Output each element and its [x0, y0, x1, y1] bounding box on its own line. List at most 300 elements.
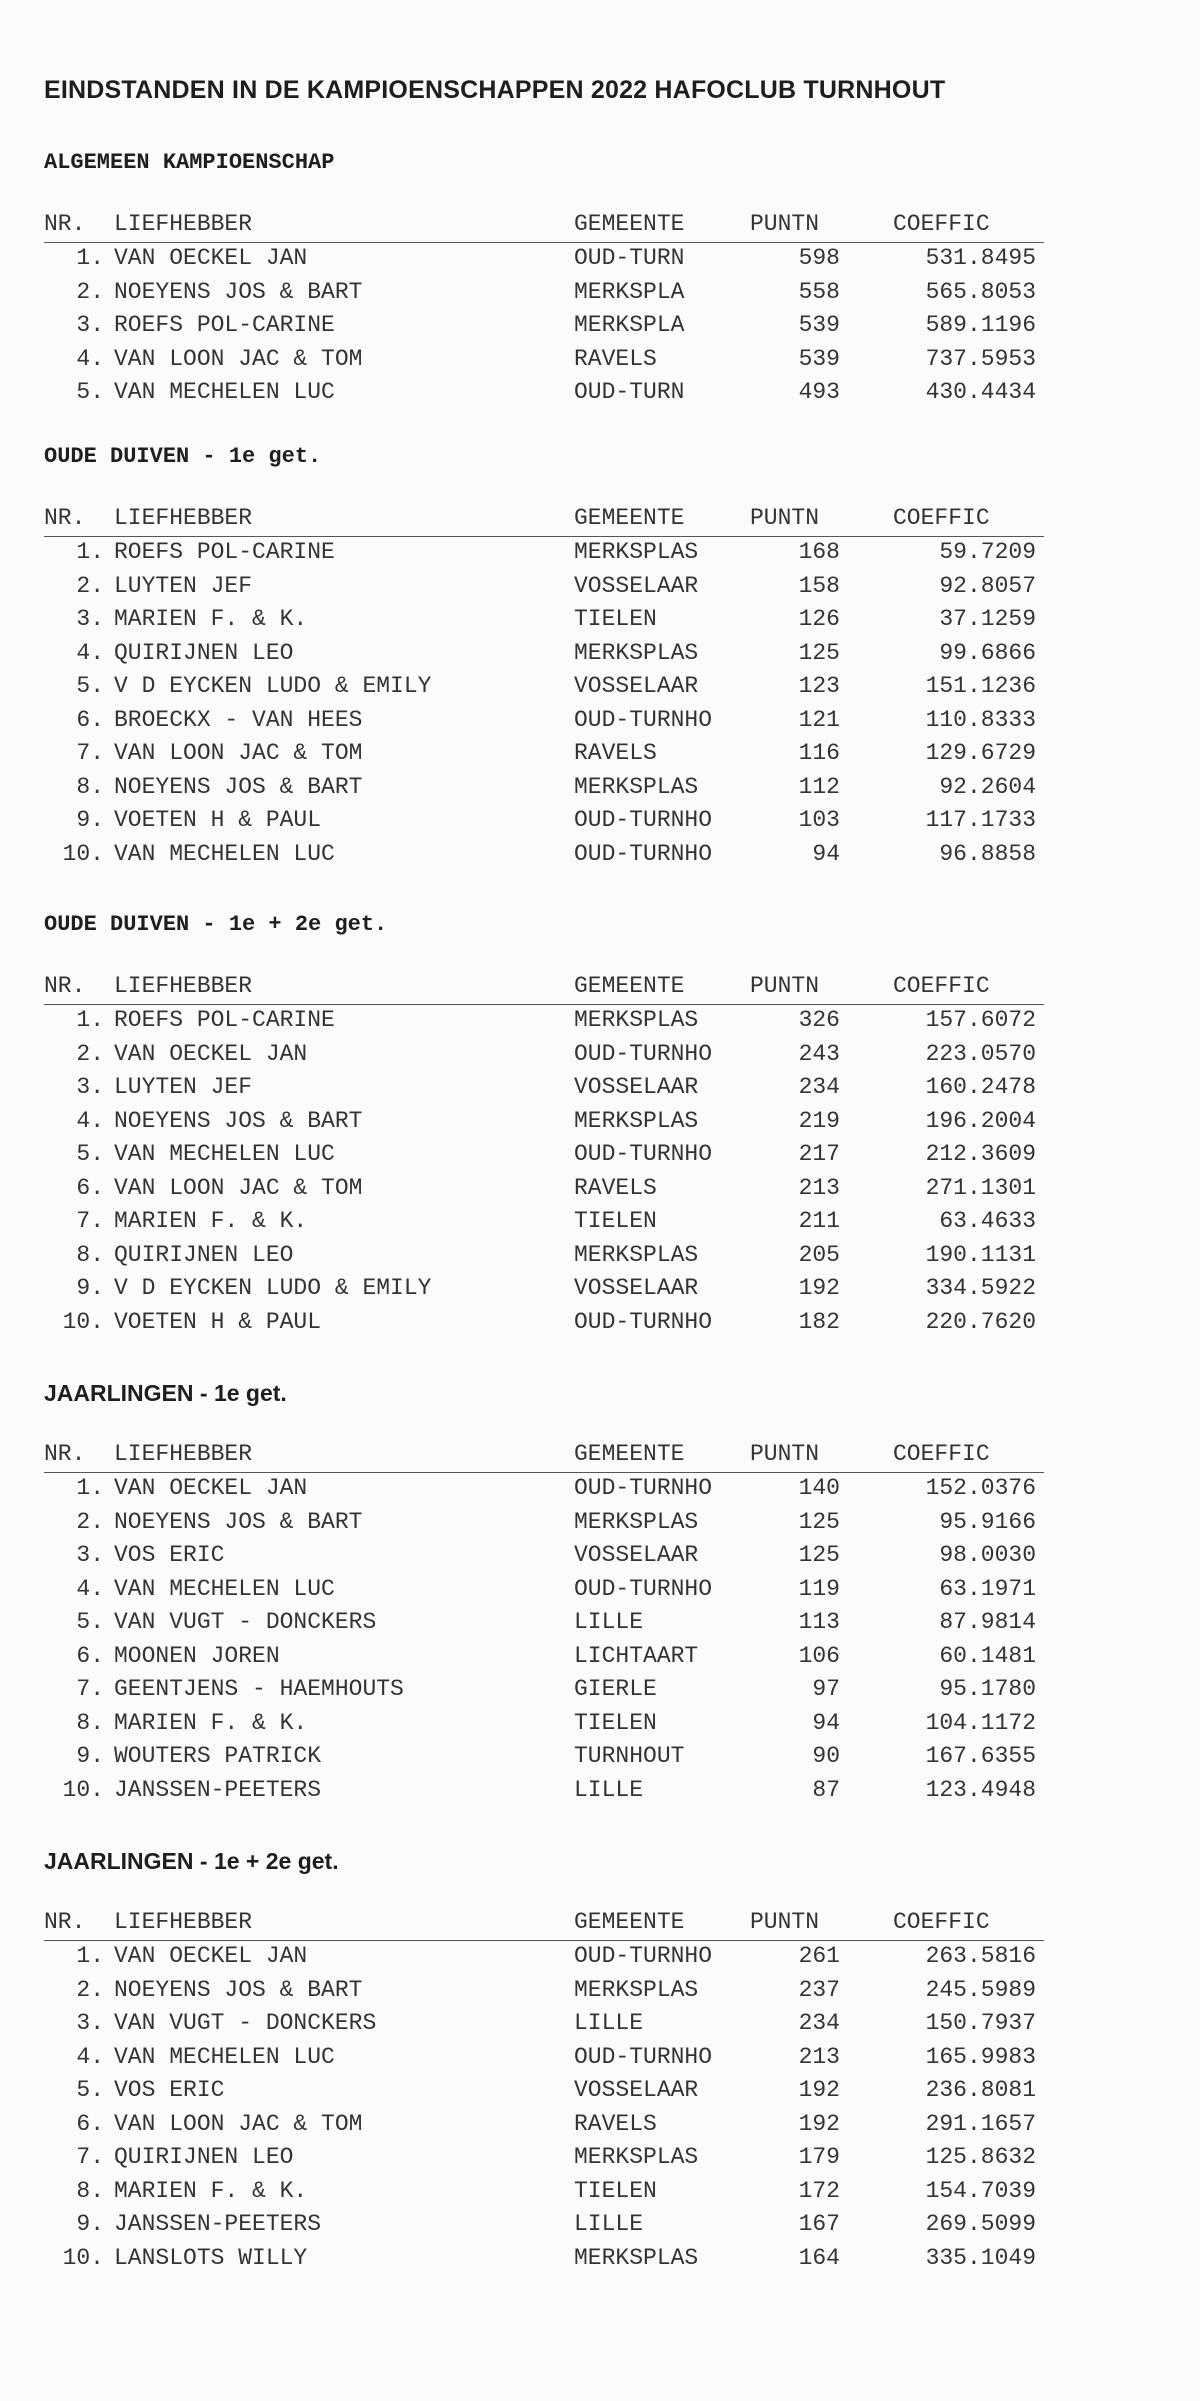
cell-coeff: 152.0376 — [925, 1475, 1036, 1501]
table-row — [0, 1474, 1200, 1507]
cell-punten: 121 — [798, 706, 840, 733]
cell-punten: 192 — [798, 2077, 840, 2103]
cell-nr: 4. — [76, 1107, 104, 1134]
cell-nr: 1. — [76, 539, 104, 565]
cell-coeff: 96.8858 — [939, 840, 1036, 867]
column-header-nr: NR. — [44, 211, 86, 237]
cell-gemeente: OUD-TURNHO — [574, 706, 713, 733]
header-underline — [44, 1472, 1044, 1473]
cell-punten: 112 — [798, 773, 840, 800]
cell-punten: 558 — [798, 278, 840, 305]
cell-gemeente: GIERLE — [574, 1676, 657, 1702]
cell-nr: 7. — [76, 1208, 104, 1234]
column-header-nr: NR. — [44, 973, 86, 999]
table-row — [0, 2143, 1200, 2176]
table-row — [0, 1942, 1200, 1975]
cell-nr: 10. — [62, 2244, 104, 2271]
cell-nr: 1. — [76, 1943, 104, 1969]
header-underline — [44, 1940, 1044, 1941]
cell-punten: 116 — [798, 740, 840, 766]
table-row — [0, 378, 1200, 411]
cell-gemeente: VOSSELAAR — [574, 2077, 699, 2103]
cell-name: GEENTJENS - HAEMHOUTS — [114, 1676, 404, 1702]
table-row — [0, 672, 1200, 705]
cell-punten: 94 — [812, 1709, 840, 1736]
cell-nr: 5. — [76, 1141, 104, 1167]
cell-coeff: 129.6729 — [925, 740, 1036, 766]
cell-punten: 539 — [798, 345, 840, 372]
column-header-gemeente: GEMEENTE — [574, 211, 685, 237]
cell-gemeente: MERKSPLAS — [574, 539, 699, 565]
cell-coeff: 125.8632 — [925, 2144, 1036, 2170]
table-row — [0, 1976, 1200, 2009]
cell-nr: 5. — [76, 673, 104, 699]
document-title: EINDSTANDEN IN DE KAMPIOENSCHAPPEN 2022 HAFOCLUB TURNHOUT — [44, 76, 946, 104]
table-row — [0, 244, 1200, 277]
table-row — [0, 605, 1200, 638]
cell-coeff: 92.2604 — [939, 773, 1036, 800]
cell-nr: 3. — [76, 1074, 104, 1100]
cell-nr: 7. — [76, 2144, 104, 2170]
cell-coeff: 190.1131 — [925, 1241, 1036, 1268]
cell-nr: 5. — [76, 1609, 104, 1635]
table-row — [0, 2177, 1200, 2210]
table-header — [0, 972, 1200, 1005]
table-row — [0, 1241, 1200, 1274]
cell-punten: 125 — [798, 1508, 840, 1535]
cell-coeff: 271.1301 — [925, 1174, 1036, 1201]
cell-name: VOETEN H & PAUL — [114, 807, 322, 833]
table-row — [0, 345, 1200, 378]
cell-coeff: 60.1481 — [939, 1642, 1036, 1669]
cell-punten: 106 — [798, 1642, 840, 1669]
table-row — [0, 1040, 1200, 1073]
table-row — [0, 1541, 1200, 1574]
table-row — [0, 706, 1200, 739]
table-row — [0, 278, 1200, 311]
cell-name: V D EYCKEN LUDO & EMILY — [114, 1275, 432, 1301]
table-row — [0, 311, 1200, 344]
cell-punten: 234 — [798, 1074, 840, 1100]
cell-punten: 126 — [798, 606, 840, 632]
cell-nr: 5. — [76, 2077, 104, 2103]
cell-name: VOS ERIC — [114, 2077, 225, 2103]
cell-name: LUYTEN JEF — [114, 572, 253, 599]
cell-coeff: 117.1733 — [925, 807, 1036, 833]
cell-nr: 6. — [76, 1174, 104, 1201]
cell-nr: 2. — [76, 1508, 104, 1535]
cell-punten: 179 — [798, 2144, 840, 2170]
cell-punten: 192 — [798, 2110, 840, 2137]
cell-nr: 3. — [76, 1542, 104, 1568]
cell-punten: 125 — [798, 639, 840, 666]
cell-name: VAN VUGT - DONCKERS — [114, 2010, 377, 2036]
section-title: OUDE DUIVEN - 1e + 2e get. — [44, 912, 388, 937]
cell-punten: 261 — [798, 1943, 840, 1969]
cell-nr: 8. — [76, 2177, 104, 2204]
cell-gemeente: RAVELS — [574, 1174, 657, 1201]
cell-name: ROEFS POL-CARINE — [114, 1007, 335, 1033]
column-header-nr: NR. — [44, 505, 86, 531]
table-row — [0, 1608, 1200, 1641]
cell-name: VAN OECKEL JAN — [114, 1040, 308, 1067]
cell-gemeente: OUD-TURN — [574, 245, 685, 271]
cell-nr: 8. — [76, 1709, 104, 1736]
section-title: ALGEMEEN KAMPIOENSCHAP — [44, 150, 335, 175]
cell-coeff: 335.1049 — [925, 2244, 1036, 2271]
column-header-punten: PUNTN — [750, 505, 820, 531]
table-header — [0, 1440, 1200, 1473]
cell-name: MARIEN F. & K. — [114, 2177, 308, 2204]
cell-punten: 168 — [798, 539, 840, 565]
cell-name: VAN LOON JAC & TOM — [114, 2110, 363, 2137]
cell-punten: 90 — [812, 1743, 840, 1769]
cell-coeff: 212.3609 — [925, 1141, 1036, 1167]
cell-punten: 192 — [798, 1275, 840, 1301]
cell-coeff: 104.1172 — [925, 1709, 1036, 1736]
column-header-punten: PUNTN — [750, 1909, 820, 1935]
table-row — [0, 1575, 1200, 1608]
table-row — [0, 1274, 1200, 1307]
table-row — [0, 806, 1200, 839]
cell-nr: 4. — [76, 639, 104, 666]
cell-gemeente: MERKSPLAS — [574, 639, 699, 666]
table-row — [0, 1308, 1200, 1341]
cell-gemeente: LILLE — [574, 2211, 644, 2237]
cell-gemeente: OUD-TURN — [574, 379, 685, 405]
cell-coeff: 430.4434 — [925, 379, 1036, 405]
cell-gemeente: OUD-TURNHO — [574, 840, 713, 867]
table-header — [0, 504, 1200, 537]
cell-coeff: 334.5922 — [925, 1275, 1036, 1301]
cell-punten: 87 — [812, 1776, 840, 1803]
cell-coeff: 87.9814 — [939, 1609, 1036, 1635]
cell-punten: 97 — [812, 1676, 840, 1702]
cell-name: VAN VUGT - DONCKERS — [114, 1609, 377, 1635]
cell-nr: 2. — [76, 278, 104, 305]
cell-coeff: 63.1971 — [939, 1575, 1036, 1602]
table-header — [0, 1908, 1200, 1941]
cell-punten: 493 — [798, 379, 840, 405]
cell-gemeente: RAVELS — [574, 740, 657, 766]
cell-coeff: 157.6072 — [925, 1007, 1036, 1033]
cell-nr: 10. — [62, 840, 104, 867]
cell-nr: 9. — [76, 1743, 104, 1769]
cell-coeff: 531.8495 — [925, 245, 1036, 271]
cell-nr: 6. — [76, 1642, 104, 1669]
column-header-gemeente: GEMEENTE — [574, 973, 685, 999]
cell-nr: 1. — [76, 245, 104, 271]
cell-nr: 9. — [76, 1275, 104, 1301]
cell-nr: 3. — [76, 312, 104, 338]
header-underline — [44, 1004, 1044, 1005]
cell-coeff: 123.4948 — [925, 1776, 1036, 1803]
column-header-name: LIEFHEBBER — [114, 211, 253, 237]
cell-gemeente: OUD-TURNHO — [574, 1575, 713, 1602]
cell-nr: 4. — [76, 2043, 104, 2070]
cell-coeff: 99.6866 — [939, 639, 1036, 666]
cell-name: LANSLOTS WILLY — [114, 2244, 308, 2271]
cell-coeff: 151.1236 — [925, 673, 1036, 699]
cell-nr: 9. — [76, 2211, 104, 2237]
cell-name: VOS ERIC — [114, 1542, 225, 1568]
column-header-coeff: COEFFIC — [893, 505, 990, 531]
cell-gemeente: OUD-TURNHO — [574, 1141, 713, 1167]
cell-punten: 164 — [798, 2244, 840, 2271]
table-row — [0, 639, 1200, 672]
cell-gemeente: LILLE — [574, 2010, 644, 2036]
cell-name: VOETEN H & PAUL — [114, 1308, 322, 1335]
cell-gemeente: VOSSELAAR — [574, 1074, 699, 1100]
column-header-coeff: COEFFIC — [893, 1441, 990, 1467]
table-row — [0, 2009, 1200, 2042]
cell-punten: 125 — [798, 1542, 840, 1568]
column-header-name: LIEFHEBBER — [114, 1909, 253, 1935]
cell-punten: 119 — [798, 1575, 840, 1602]
cell-name: QUIRIJNEN LEO — [114, 2144, 294, 2170]
cell-gemeente: RAVELS — [574, 2110, 657, 2137]
cell-coeff: 165.9983 — [925, 2043, 1036, 2070]
cell-nr: 7. — [76, 740, 104, 766]
cell-name: ROEFS POL-CARINE — [114, 312, 335, 338]
cell-nr: 9. — [76, 807, 104, 833]
cell-coeff: 223.0570 — [925, 1040, 1036, 1067]
column-header-name: LIEFHEBBER — [114, 1441, 253, 1467]
cell-coeff: 150.7937 — [925, 2010, 1036, 2036]
cell-gemeente: OUD-TURNHO — [574, 1943, 713, 1969]
cell-gemeente: RAVELS — [574, 345, 657, 372]
cell-name: MARIEN F. & K. — [114, 1208, 308, 1234]
cell-name: VAN MECHELEN LUC — [114, 1141, 335, 1167]
cell-nr: 2. — [76, 1976, 104, 2003]
cell-nr: 3. — [76, 606, 104, 632]
cell-name: VAN LOON JAC & TOM — [114, 1174, 363, 1201]
cell-coeff: 196.2004 — [925, 1107, 1036, 1134]
cell-gemeente: MERKSPLAS — [574, 1976, 699, 2003]
cell-coeff: 160.2478 — [925, 1074, 1036, 1100]
cell-name: NOEYENS JOS & BART — [114, 1508, 363, 1535]
cell-name: VAN OECKEL JAN — [114, 1475, 308, 1501]
cell-gemeente: OUD-TURNHO — [574, 1475, 713, 1501]
header-underline — [44, 536, 1044, 537]
table-row — [0, 2043, 1200, 2076]
cell-coeff: 220.7620 — [925, 1308, 1036, 1335]
cell-coeff: 565.8053 — [925, 278, 1036, 305]
table-row — [0, 1107, 1200, 1140]
table-row — [0, 840, 1200, 873]
cell-punten: 140 — [798, 1475, 840, 1501]
cell-gemeente: MERKSPLAS — [574, 1107, 699, 1134]
cell-punten: 167 — [798, 2211, 840, 2237]
cell-name: WOUTERS PATRICK — [114, 1743, 322, 1769]
cell-coeff: 263.5816 — [925, 1943, 1036, 1969]
cell-nr: 8. — [76, 1241, 104, 1268]
cell-punten: 219 — [798, 1107, 840, 1134]
cell-gemeente: TIELEN — [574, 606, 657, 632]
cell-gemeente: MERKSPLAS — [574, 773, 699, 800]
column-header-coeff: COEFFIC — [893, 973, 990, 999]
column-header-punten: PUNTN — [750, 1441, 820, 1467]
cell-coeff: 589.1196 — [925, 312, 1036, 338]
cell-nr: 4. — [76, 1575, 104, 1602]
cell-punten: 217 — [798, 1141, 840, 1167]
cell-name: V D EYCKEN LUDO & EMILY — [114, 673, 432, 699]
table-row — [0, 1073, 1200, 1106]
section-title: JAARLINGEN - 1e get. — [44, 1380, 287, 1406]
cell-nr: 3. — [76, 2010, 104, 2036]
table-row — [0, 538, 1200, 571]
table-row — [0, 1508, 1200, 1541]
cell-name: QUIRIJNEN LEO — [114, 639, 294, 666]
cell-name: ROEFS POL-CARINE — [114, 539, 335, 565]
cell-name: VAN MECHELEN LUC — [114, 840, 335, 867]
cell-name: NOEYENS JOS & BART — [114, 1107, 363, 1134]
table-row — [0, 1709, 1200, 1742]
cell-punten: 205 — [798, 1241, 840, 1268]
cell-punten: 234 — [798, 2010, 840, 2036]
table-row — [0, 1140, 1200, 1173]
cell-coeff: 167.6355 — [925, 1743, 1036, 1769]
table-row — [0, 1675, 1200, 1708]
cell-coeff: 236.8081 — [925, 2077, 1036, 2103]
cell-punten: 243 — [798, 1040, 840, 1067]
table-row — [0, 739, 1200, 772]
cell-punten: 213 — [798, 2043, 840, 2070]
cell-gemeente: OUD-TURNHO — [574, 807, 713, 833]
section-title: JAARLINGEN - 1e + 2e get. — [44, 1848, 339, 1874]
cell-name: JANSSEN-PEETERS — [114, 1776, 322, 1803]
cell-gemeente: TIELEN — [574, 1709, 657, 1736]
cell-nr: 5. — [76, 379, 104, 405]
cell-nr: 8. — [76, 773, 104, 800]
column-header-punten: PUNTN — [750, 973, 820, 999]
cell-punten: 211 — [798, 1208, 840, 1234]
table-row — [0, 2076, 1200, 2109]
cell-punten: 123 — [798, 673, 840, 699]
cell-name: VAN OECKEL JAN — [114, 1943, 308, 1969]
cell-gemeente: VOSSELAAR — [574, 1275, 699, 1301]
cell-punten: 326 — [798, 1007, 840, 1033]
cell-gemeente: OUD-TURNHO — [574, 1040, 713, 1067]
column-header-punten: PUNTN — [750, 211, 820, 237]
cell-punten: 172 — [798, 2177, 840, 2204]
column-header-coeff: COEFFIC — [893, 211, 990, 237]
cell-gemeente: TURNHOUT — [574, 1743, 685, 1769]
column-header-gemeente: GEMEENTE — [574, 505, 685, 531]
cell-name: VAN MECHELEN LUC — [114, 1575, 335, 1602]
cell-gemeente: MERKSPLAS — [574, 1508, 699, 1535]
cell-name: NOEYENS JOS & BART — [114, 278, 363, 305]
section-title: OUDE DUIVEN - 1e get. — [44, 444, 322, 469]
cell-coeff: 154.7039 — [925, 2177, 1036, 2204]
cell-nr: 7. — [76, 1676, 104, 1702]
cell-gemeente: LILLE — [574, 1609, 644, 1635]
cell-gemeente: MERKSPLA — [574, 278, 685, 305]
cell-name: BROECKX - VAN HEES — [114, 706, 363, 733]
cell-punten: 598 — [798, 245, 840, 271]
cell-name: VAN LOON JAC & TOM — [114, 345, 363, 372]
cell-name: QUIRIJNEN LEO — [114, 1241, 294, 1268]
cell-nr: 1. — [76, 1475, 104, 1501]
cell-punten: 237 — [798, 1976, 840, 2003]
cell-coeff: 245.5989 — [925, 1976, 1036, 2003]
cell-coeff: 59.7209 — [939, 539, 1036, 565]
cell-gemeente: LICHTAART — [574, 1642, 699, 1669]
cell-gemeente: MERKSPLAS — [574, 1007, 699, 1033]
cell-nr: 6. — [76, 2110, 104, 2137]
table-row — [0, 1742, 1200, 1775]
cell-nr: 10. — [62, 1776, 104, 1803]
cell-nr: 6. — [76, 706, 104, 733]
table-row — [0, 773, 1200, 806]
cell-gemeente: OUD-TURNHO — [574, 2043, 713, 2070]
table-row — [0, 1174, 1200, 1207]
table-row — [0, 2210, 1200, 2243]
cell-nr: 1. — [76, 1007, 104, 1033]
table-row — [0, 1006, 1200, 1039]
cell-name: JANSSEN-PEETERS — [114, 2211, 322, 2237]
cell-coeff: 110.8333 — [925, 706, 1036, 733]
cell-coeff: 95.9166 — [939, 1508, 1036, 1535]
cell-name: NOEYENS JOS & BART — [114, 1976, 363, 2003]
cell-name: VAN MECHELEN LUC — [114, 2043, 335, 2070]
cell-name: VAN MECHELEN LUC — [114, 379, 335, 405]
column-header-name: LIEFHEBBER — [114, 505, 253, 531]
column-header-nr: NR. — [44, 1441, 86, 1467]
cell-nr: 4. — [76, 345, 104, 372]
column-header-gemeente: GEMEENTE — [574, 1909, 685, 1935]
cell-gemeente: LILLE — [574, 1776, 644, 1803]
cell-gemeente: MERKSPLAS — [574, 1241, 699, 1268]
cell-punten: 182 — [798, 1308, 840, 1335]
header-underline — [44, 242, 1044, 243]
cell-gemeente: VOSSELAAR — [574, 673, 699, 699]
table-row — [0, 2244, 1200, 2277]
cell-punten: 158 — [798, 572, 840, 599]
cell-nr: 2. — [76, 572, 104, 599]
cell-coeff: 63.4633 — [939, 1208, 1036, 1234]
table-row — [0, 1642, 1200, 1675]
cell-name: VAN OECKEL JAN — [114, 245, 308, 271]
cell-coeff: 37.1259 — [939, 606, 1036, 632]
column-header-gemeente: GEMEENTE — [574, 1441, 685, 1467]
cell-nr: 2. — [76, 1040, 104, 1067]
cell-punten: 213 — [798, 1174, 840, 1201]
cell-name: MARIEN F. & K. — [114, 606, 308, 632]
cell-coeff: 92.8057 — [939, 572, 1036, 599]
cell-name: MARIEN F. & K. — [114, 1709, 308, 1736]
cell-gemeente: MERKSPLAS — [574, 2244, 699, 2271]
cell-coeff: 291.1657 — [925, 2110, 1036, 2137]
table-row — [0, 2110, 1200, 2143]
column-header-nr: NR. — [44, 1909, 86, 1935]
table-row — [0, 572, 1200, 605]
cell-name: VAN LOON JAC & TOM — [114, 740, 363, 766]
cell-nr: 10. — [62, 1308, 104, 1335]
cell-gemeente: VOSSELAAR — [574, 1542, 699, 1568]
cell-gemeente: TIELEN — [574, 2177, 657, 2204]
cell-gemeente: TIELEN — [574, 1208, 657, 1234]
cell-coeff: 95.1780 — [939, 1676, 1036, 1702]
column-header-name: LIEFHEBBER — [114, 973, 253, 999]
cell-punten: 113 — [798, 1609, 840, 1635]
cell-punten: 103 — [798, 807, 840, 833]
cell-punten: 539 — [798, 312, 840, 338]
cell-coeff: 737.5953 — [925, 345, 1036, 372]
cell-gemeente: VOSSELAAR — [574, 572, 699, 599]
table-header — [0, 210, 1200, 243]
table-row — [0, 1207, 1200, 1240]
